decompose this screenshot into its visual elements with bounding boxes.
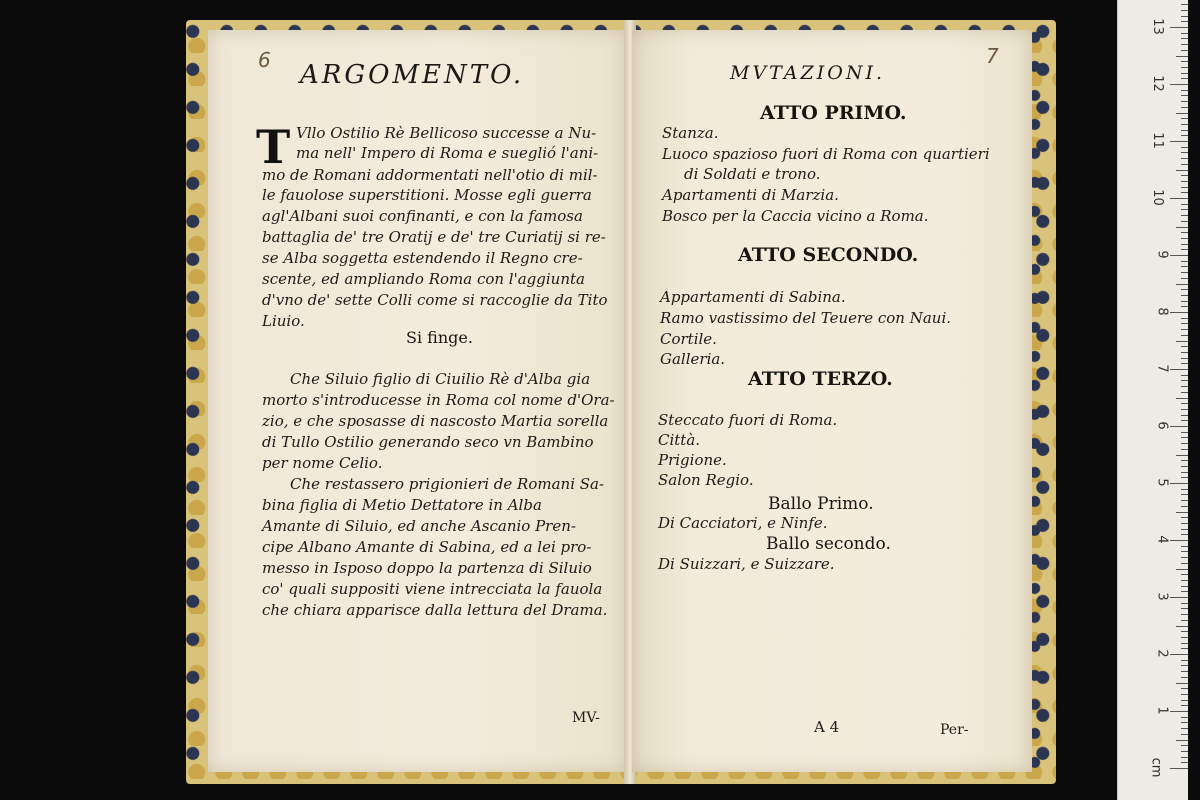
ruler-tick: [1181, 563, 1188, 564]
ruler-tick: [1181, 705, 1188, 706]
ruler-unit-label: cm: [1148, 757, 1164, 778]
ruler-tick: [1181, 660, 1188, 661]
ruler-tick: [1181, 152, 1188, 153]
ruler-tick: [1176, 56, 1188, 57]
act-1-heading: ATTO PRIMO.: [760, 102, 907, 124]
ruler-tick: [1181, 557, 1188, 558]
ruler-tick: [1181, 665, 1188, 666]
ruler-tick: [1181, 16, 1188, 17]
signature-mark: A 4: [814, 718, 840, 736]
ruler-tick: [1181, 107, 1188, 108]
ruler-tick: [1181, 67, 1188, 68]
scene-item: di Soldati e trono.: [684, 165, 821, 183]
ruler-tick: [1181, 124, 1188, 125]
ruler-tick: [1176, 569, 1188, 570]
ruler-tick: [1181, 278, 1188, 279]
scene-item: Città.: [658, 431, 701, 449]
text-line: Amante di Siluio, ed anche Ascanio Pren-: [262, 517, 576, 535]
text-line: le fauolose superstitioni. Mosse egli guerra: [262, 186, 592, 204]
left-page-title: ARGOMENTO.: [300, 60, 525, 90]
text-line: Liuio.: [262, 312, 305, 330]
text-line: d'vno de' sette Colli come si raccoglie da Tito: [262, 291, 608, 309]
ruler-tick: [1181, 529, 1188, 530]
ruler-tick: [1181, 477, 1188, 478]
ruler-tick: [1181, 380, 1188, 381]
ruler-tick: [1181, 694, 1188, 695]
ruler-tick: [1181, 181, 1188, 182]
ruler-tick: [1181, 301, 1188, 302]
ruler-tick: [1181, 722, 1188, 723]
ruler-tick: [1170, 597, 1188, 598]
ruler-tick: [1181, 688, 1188, 689]
ruler-number: 7: [1154, 364, 1170, 373]
ruler-tick: [1181, 472, 1188, 473]
ruler-tick: [1181, 591, 1188, 592]
ruler-tick: [1181, 175, 1188, 176]
ruler-tick: [1181, 101, 1188, 102]
ruler-tick: [1181, 187, 1188, 188]
ruler-tick: [1181, 648, 1188, 649]
ruler-tick: [1181, 386, 1188, 387]
ruler-tick: [1181, 432, 1188, 433]
ruler-number: 10: [1150, 189, 1166, 206]
ruler-tick: [1181, 147, 1188, 148]
ruler-tick: [1181, 717, 1188, 718]
ruler-tick: [1181, 580, 1188, 581]
scene-item: Luoco spazioso fuori di Roma con quartieri: [662, 145, 990, 163]
ruler-tick: [1181, 534, 1188, 535]
ruler-tick: [1181, 44, 1188, 45]
ruler-tick: [1181, 643, 1188, 644]
text-line: agl'Albani suoi confinanti, e con la famosa: [262, 207, 583, 225]
ruler-tick: [1181, 244, 1188, 245]
ballo-2-item: Di Suizzari, e Suizzare.: [658, 555, 835, 573]
ruler-tick: [1181, 95, 1188, 96]
ruler-tick: [1181, 346, 1188, 347]
ruler-number: 5: [1154, 478, 1170, 487]
ruler-number: 9: [1154, 250, 1170, 259]
text-line: bina figlia di Metio Dettatore in Alba: [262, 496, 542, 514]
ruler-tick: [1181, 603, 1188, 604]
ruler-tick: [1170, 426, 1188, 427]
ruler-tick: [1170, 768, 1188, 769]
ruler-tick: [1181, 266, 1188, 267]
text-line: Vllo Ostilio Rè Bellicoso successe a Nu-: [296, 124, 597, 142]
ruler-tick: [1181, 403, 1188, 404]
text-line: di Tullo Ostilio generando seco vn Bambino: [262, 433, 594, 451]
ruler-tick: [1181, 289, 1188, 290]
ruler-tick: [1181, 546, 1188, 547]
ruler-tick: [1181, 751, 1188, 752]
text-line: che chiara apparisce dalla lettura del Drama.: [262, 601, 608, 619]
ruler-tick: [1181, 466, 1188, 467]
ruler-tick: [1176, 740, 1188, 741]
ruler-tick: [1181, 620, 1188, 621]
ruler-number: 12: [1150, 75, 1166, 92]
right-catchword: Per-: [940, 722, 969, 738]
text-line: per nome Celio.: [262, 454, 383, 472]
text-line: scente, ed ampliando Roma con l'aggiunta: [262, 270, 585, 288]
ruler-tick: [1181, 392, 1188, 393]
ruler-tick: [1181, 90, 1188, 91]
text-line: zio, e che sposasse di nascosto Martia sorella: [262, 412, 609, 430]
ruler-tick: [1181, 700, 1188, 701]
ruler-tick: [1181, 33, 1188, 34]
ruler-tick: [1181, 164, 1188, 165]
ruler-tick: [1181, 192, 1188, 193]
text-line: se Alba soggetta estendendo il Regno cre-: [262, 249, 583, 267]
ruler-number: 1: [1154, 706, 1170, 715]
left-folio-number: 6: [258, 48, 271, 72]
ruler-tick: [1176, 341, 1188, 342]
scene-item: Apartamenti di Marzia.: [662, 186, 839, 204]
ruler-tick: [1181, 358, 1188, 359]
ruler-tick: [1181, 762, 1188, 763]
scene-item: Appartamenti di Sabina.: [660, 288, 846, 306]
right-folio-number: 7: [986, 44, 999, 68]
text-line: battaglia de' tre Oratij e de' tre Curiatij si re-: [262, 228, 606, 246]
ruler-tick: [1170, 84, 1188, 85]
ruler-tick: [1181, 460, 1188, 461]
ruler-tick: [1181, 517, 1188, 518]
ruler-tick: [1181, 489, 1188, 490]
ballo-1-heading: Ballo Primo.: [768, 494, 874, 514]
ruler-tick: [1181, 409, 1188, 410]
ballo-2-heading: Ballo secondo.: [766, 534, 891, 554]
ruler-tick: [1181, 363, 1188, 364]
ruler-tick: [1181, 614, 1188, 615]
scene-item: Salon Regio.: [658, 471, 754, 489]
ruler-tick: [1181, 449, 1188, 450]
ruler-tick: [1181, 318, 1188, 319]
ruler-tick: [1181, 728, 1188, 729]
ruler-tick: [1170, 540, 1188, 541]
ruler-tick: [1176, 398, 1188, 399]
ruler-tick: [1170, 255, 1188, 256]
subheading-si-finge: Si finge.: [406, 328, 473, 347]
ruler-tick: [1181, 551, 1188, 552]
ruler-tick: [1170, 654, 1188, 655]
ruler-tick: [1181, 295, 1188, 296]
ruler-tick: [1176, 683, 1188, 684]
ruler-tick: [1176, 512, 1188, 513]
ruler-tick: [1181, 677, 1188, 678]
text-line: mo de Romani addormentati nell'otio di mil-: [262, 166, 598, 184]
ruler-tick: [1181, 437, 1188, 438]
ruler-tick: [1181, 10, 1188, 11]
ruler-tick: [1181, 50, 1188, 51]
ruler-tick: [1176, 170, 1188, 171]
ruler-tick: [1181, 586, 1188, 587]
ruler-tick: [1170, 483, 1188, 484]
ruler-tick: [1181, 420, 1188, 421]
ruler-tick: [1181, 238, 1188, 239]
ruler-tick: [1170, 369, 1188, 370]
ruler-tick: [1181, 261, 1188, 262]
ruler-tick: [1181, 21, 1188, 22]
ruler-tick: [1181, 118, 1188, 119]
ruler-tick: [1181, 73, 1188, 74]
ruler-tick: [1170, 198, 1188, 199]
scene-item: Prigione.: [658, 451, 727, 469]
ruler-tick: [1181, 443, 1188, 444]
text-line: co' quali suppositi viene intrecciata la fauola: [262, 580, 603, 598]
scene-item: Stanza.: [662, 124, 719, 142]
ruler-tick: [1181, 232, 1188, 233]
ruler-tick: [1181, 329, 1188, 330]
ruler-tick: [1170, 711, 1188, 712]
ruler-tick: [1181, 574, 1188, 575]
ruler-number: 11: [1150, 132, 1166, 149]
ruler-number: 6: [1154, 421, 1170, 430]
ruler-tick: [1176, 113, 1188, 114]
ruler-tick: [1181, 352, 1188, 353]
left-catchword: MV-: [572, 710, 600, 726]
ruler-tick: [1181, 272, 1188, 273]
drop-cap: T: [256, 120, 291, 174]
ruler-number: 4: [1154, 535, 1170, 544]
scene-item: Ramo vastissimo del Teuere con Naui.: [660, 309, 952, 327]
ruler-tick: [1181, 506, 1188, 507]
text-line: Che Siluio figlio di Ciuilio Rè d'Alba gia: [290, 370, 591, 388]
ruler-tick: [1181, 4, 1188, 5]
ruler-number: 3: [1154, 592, 1170, 601]
scene-item: Cortile.: [660, 330, 717, 348]
act-3-heading: ATTO TERZO.: [748, 368, 893, 390]
ruler-tick: [1181, 306, 1188, 307]
ruler-tick: [1181, 631, 1188, 632]
ruler-tick: [1181, 78, 1188, 79]
ruler-tick: [1181, 130, 1188, 131]
ruler-tick: [1170, 27, 1188, 28]
ruler-tick: [1181, 61, 1188, 62]
text-line: Che restassero prigionieri de Romani Sa-: [290, 475, 605, 493]
text-line: morto s'introducesse in Roma col nome d'Ora-: [262, 391, 615, 409]
ruler-tick: [1176, 227, 1188, 228]
ruler-tick: [1181, 637, 1188, 638]
ruler-tick: [1181, 335, 1188, 336]
ruler-number: 13: [1150, 18, 1166, 35]
ruler-tick: [1181, 415, 1188, 416]
ruler-tick: [1181, 249, 1188, 250]
ruler-tick: [1170, 312, 1188, 313]
ballo-1-item: Di Cacciatori, e Ninfe.: [658, 514, 828, 532]
ruler-tick: [1181, 221, 1188, 222]
ruler-tick: [1181, 323, 1188, 324]
ruler-tick: [1181, 757, 1188, 758]
ruler-tick: [1181, 158, 1188, 159]
ruler-number: 8: [1154, 307, 1170, 316]
ruler-tick: [1181, 209, 1188, 210]
scene-item: Bosco per la Caccia vicino a Roma.: [662, 207, 929, 225]
ruler-tick: [1181, 375, 1188, 376]
text-line: ma nell' Impero di Roma e sueglió l'ani-: [296, 144, 599, 162]
text-line: messo in Isposo doppo la partenza di Siluio: [262, 559, 592, 577]
ruler-tick: [1181, 671, 1188, 672]
ruler-tick: [1181, 745, 1188, 746]
ruler-tick: [1181, 608, 1188, 609]
ruler-tick: [1176, 455, 1188, 456]
ruler-tick: [1170, 141, 1188, 142]
ruler-tick: [1181, 494, 1188, 495]
ruler-tick: [1181, 523, 1188, 524]
text-line: cipe Albano Amante di Sabina, ed a lei pro-: [262, 538, 592, 556]
ruler-number: 2: [1154, 649, 1170, 658]
ruler-tick: [1181, 500, 1188, 501]
ruler-tick: [1176, 626, 1188, 627]
scene-item: Steccato fuori di Roma.: [658, 411, 838, 429]
ruler-tick: [1181, 135, 1188, 136]
act-2-heading: ATTO SECONDO.: [738, 244, 919, 266]
ruler-tick: [1181, 38, 1188, 39]
ruler-tick: [1176, 284, 1188, 285]
scene-item: Galleria.: [660, 350, 726, 368]
right-page-title: MVTAZIONI.: [730, 62, 885, 84]
ruler-tick: [1181, 215, 1188, 216]
ruler-tick: [1181, 204, 1188, 205]
measurement-ruler: [1117, 0, 1188, 800]
ruler-tick: [1181, 734, 1188, 735]
